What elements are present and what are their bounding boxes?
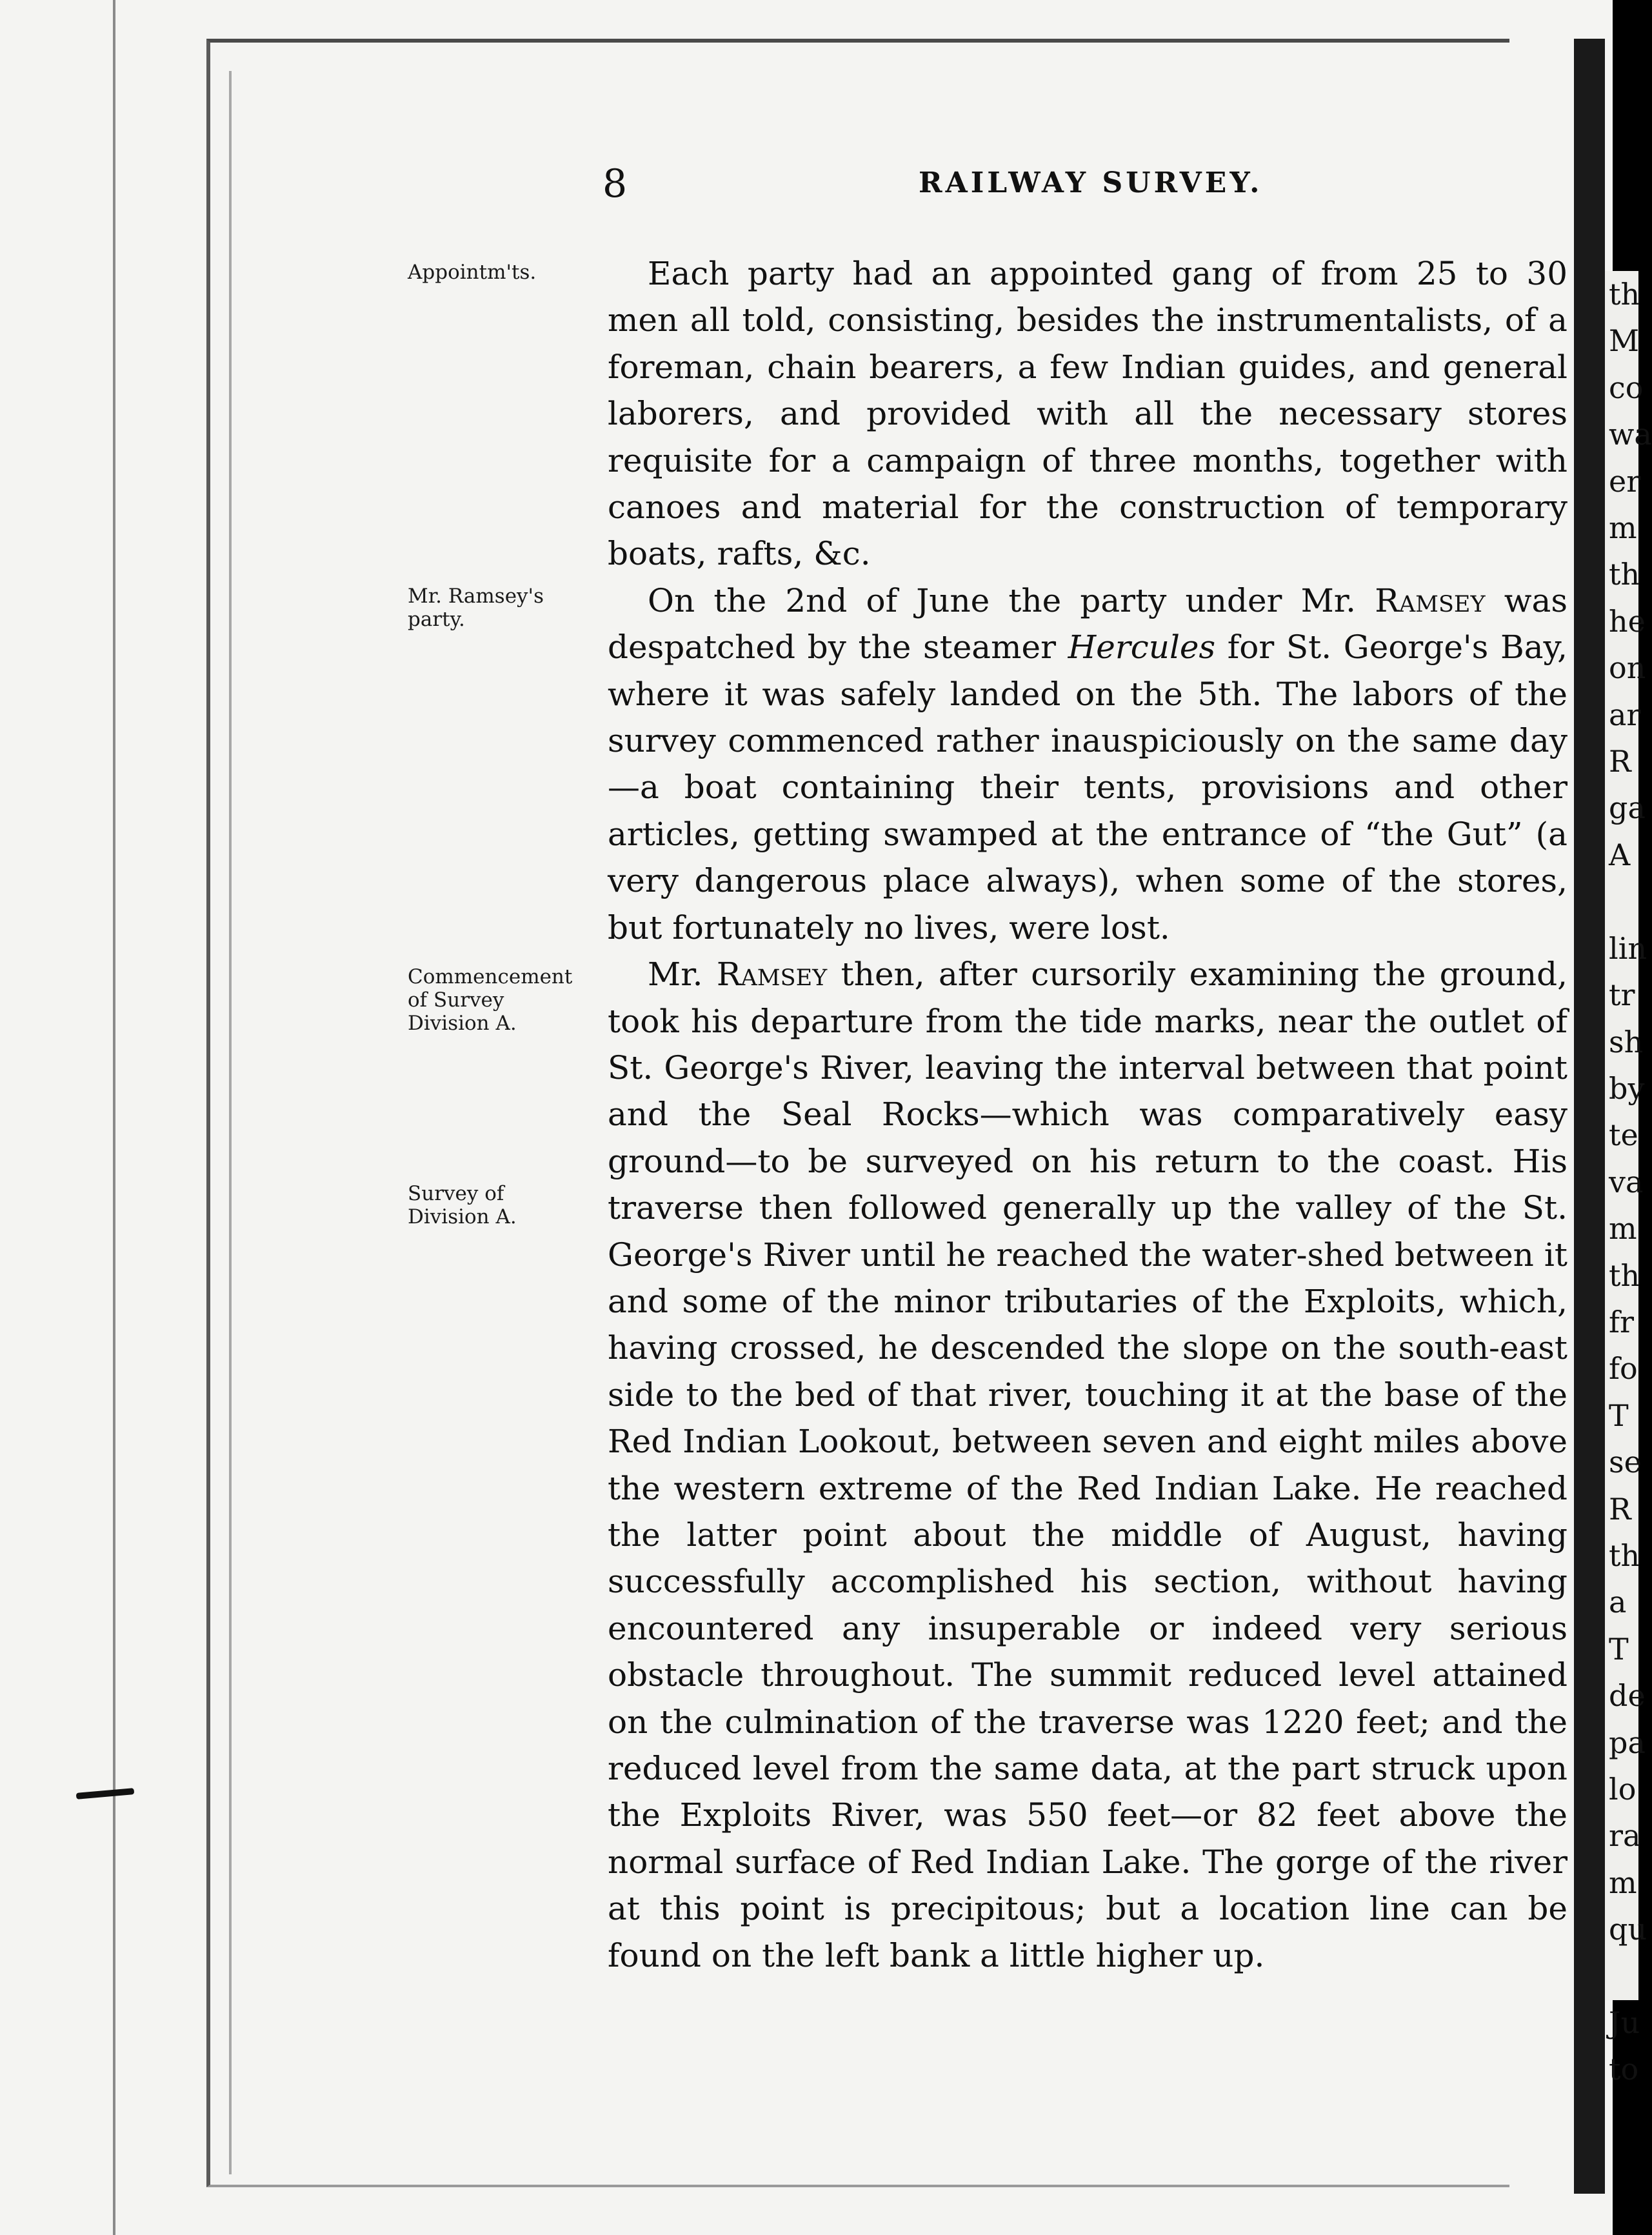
next-page-line: se [1609,1445,1642,1480]
running-head: RAILWAY SURVEY. [919,166,1263,199]
book-edge-outer [113,0,115,2235]
next-page-line: fr [1609,1304,1635,1339]
paragraph-party-gang: Each party had an appointed gang of from 25 to 30 men all told, consisting, besides the instrumentalists, of a foreman, chain bearers, a few Indian guides, and general laborers, and provided with all the necessary stores requisite for a campaign of three months, together with canoes and material for the construction of temporary boats, rafts, &c. [608,255,1567,573]
margin-note-commencement: Commencement of Survey Division A. [408,965,573,1035]
book-gutter [1574,39,1605,2194]
next-page-line: a [1609,1585,1627,1620]
next-page-line: to [1609,2052,1639,2087]
next-page-line: qu [1609,1912,1647,1947]
next-page-line: lin [1609,930,1647,966]
next-page-line: A [1609,837,1631,872]
next-page-line: th [1609,557,1640,592]
next-page-line: R [1609,744,1631,779]
next-page-line: m [1609,510,1637,546]
next-page-line: lo [1609,1772,1637,1807]
ramsey-name-2: Ramsey [716,956,828,994]
ship-name: Hercules [1068,628,1216,666]
next-page-line: by [1609,1070,1645,1106]
next-page-line: m [1609,1211,1637,1247]
next-page-line: sh [1609,1024,1644,1059]
next-page-line: T [1609,1631,1629,1667]
book-edge-inner [229,71,232,2174]
next-page-line: te [1609,1118,1638,1153]
margin-note-appointments: Appointm'ts. [408,261,537,284]
next-page-line: ga [1609,790,1646,826]
margin-note-survey-division: Survey of Division A. [408,1182,517,1228]
next-page-line: pa [1609,1725,1646,1760]
paragraph-ramsey-departure [608,577,1567,951]
ramsey-name: Ramsey [1375,581,1486,619]
next-page-line: he [1609,603,1646,639]
page-number: 8 [602,161,628,206]
p2-start: On the 2nd of June the party under Mr. [648,581,1375,619]
next-page-line [1605,1953,1638,1999]
next-page-line: T [1609,1398,1629,1433]
next-page-line: va [1609,1164,1644,1199]
next-page-fragment [1605,271,1652,2087]
p2-end: for St. George's Bay, where it was safely landed on the 5th. The labors of the survey commenced rather inauspiciously on the same day—a boat containing their tents, provisions and other articles, getting swamped at the entrance of “the Gut” (a very dangerous place always), when some of the stores, but fortunately no lives, were lost. [608,628,1567,947]
p3-start: Mr. [648,956,717,994]
next-page-line: on [1609,650,1646,686]
next-page-line [1605,878,1638,925]
next-page-line: wa [1609,417,1652,452]
next-page-line: Ju [1609,2005,1640,2041]
margin-note-ramsey-party: Mr. Ramsey's party. [408,585,544,631]
next-page-line: th [1609,1258,1640,1293]
paragraph-survey-route [608,951,1567,1979]
next-page-line: fo [1609,1351,1638,1387]
next-page-line: ra [1609,1818,1641,1854]
body-text [608,250,1567,1979]
next-page-line: ar [1609,697,1641,732]
next-page-line: tr [1609,977,1635,1013]
next-page-line: m [1609,1865,1637,1900]
next-page-line: de [1609,1678,1646,1714]
p3-end: then, after cursorily examining the ground, took his departure from the tide marks, near the outlet of St. George's River, leaving the interval between that point and the Seal Rocks—which was comparatively easy ground—to be surveyed on his return to the coast. His traverse then followed generally up the valley of the St. George's River until he reached the water-shed between it and some of the minor tributaries of the Exploits, which, having crossed, he descended the slope on the south-east side to the bed of that river, touching it at the base of the Red Indian Lookout, between seven and eight miles above the western extreme of the Red Indian Lake. He reached the latter point about the middle of August, having successfully accomplished his section, without having encountered any insuperable or indeed very serious obstacle throughout. The summit reduced level attained on the culmination of the traverse was 1220 feet; and the reduced level from the same data, at the part struck upon the Exploits River, was 550 feet—or 82 feet above the normal surface of Red Indian Lake. The gorge of the river at this point is precipitous; but a location line can be found on the left bank a little higher up. [608,956,1567,1974]
next-page-line: er [1609,463,1641,499]
next-page-line: R [1609,1491,1631,1527]
p2-mid: was despatched by the steamer [608,581,1567,666]
next-page-line: M [1609,323,1640,359]
next-page-line: co [1609,370,1644,405]
next-page-line: th [1609,1538,1640,1573]
next-page-line: th [1609,277,1640,312]
